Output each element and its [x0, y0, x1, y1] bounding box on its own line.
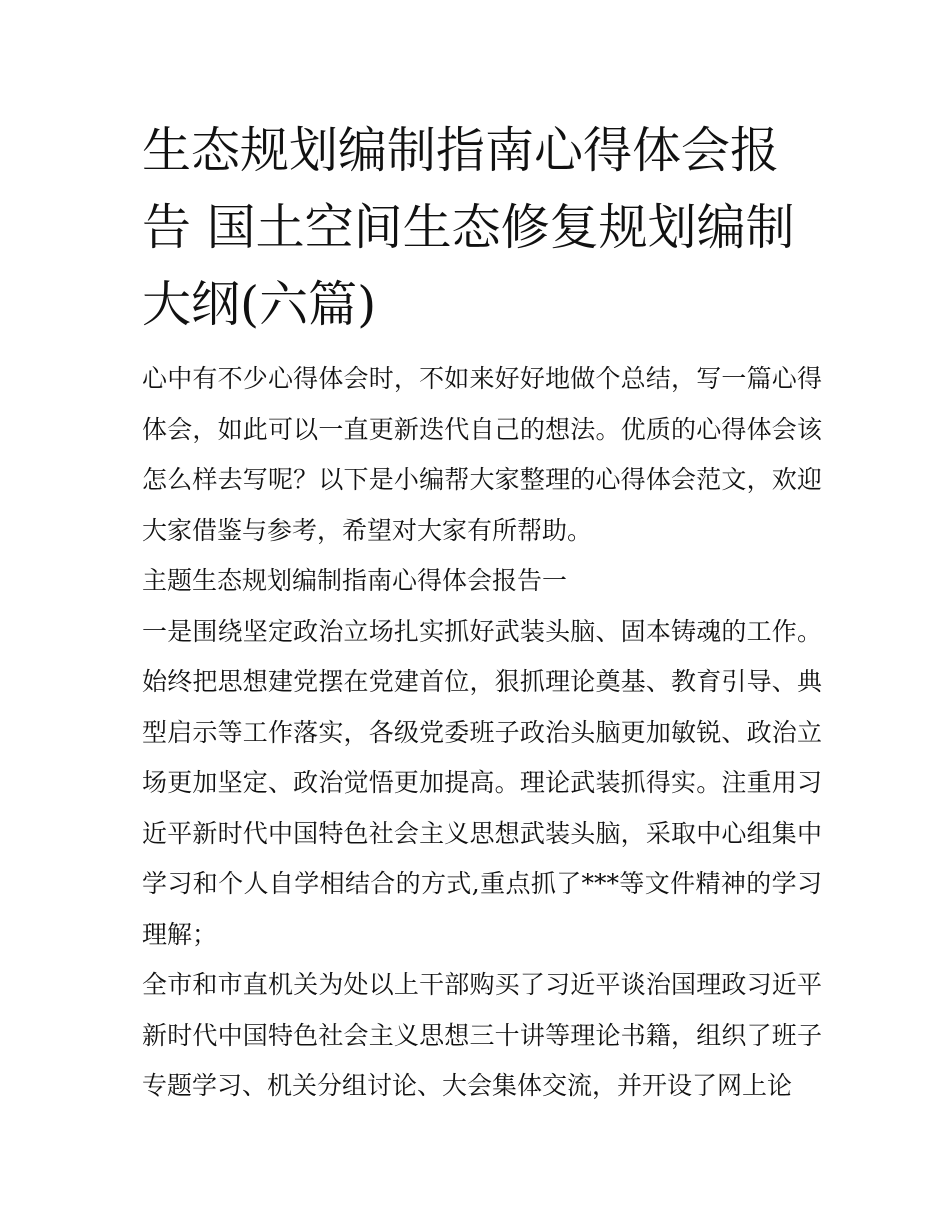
document-content [142, 112, 822, 1112]
document-body [142, 354, 822, 1112]
body-paragraph: 全市和市直机关为处以上干部购买了习近平谈治国理政习近平新时代中国特色社会主义思想三十讲等理论书籍，组织了班子专题学习、机关分组讨论、大会集体交流，并开设了网上论 [142, 970, 822, 1100]
intro-paragraph: 心中有不少心得体会时，不如来好好地做个总结，写一篇心得体会，如此可以一直更新迭代自己的想法。优质的心得体会该怎么样去写呢？以下是小编帮大家整理的心得体会范文，欢迎大家借鉴与参考，希望对大家有所帮助。 [142, 364, 822, 545]
section-heading: 主题生态规划编制指南心得体会报告一 [142, 566, 568, 595]
body-paragraph: 一是围绕坚定政治立场扎实抓好武装头脑、固本铸魂的工作。始终把思想建党摆在党建首位，狠抓理论奠基、教育引导、典型启示等工作落实，各级党委班子政治头脑更加敏锐、政治立场更加坚定、政治觉悟更加提高。理论武装抓得实。注重用习近平新时代中国特色社会主义思想武装头脑，采取中心组集中学习和个人自学相结合的方式,重点抓了***等文件精神的学习理解； [142, 616, 822, 949]
document-title: 生态规划编制指南心得体会报告 国土空间生态修复规划编制大纲(六篇) [142, 122, 795, 333]
